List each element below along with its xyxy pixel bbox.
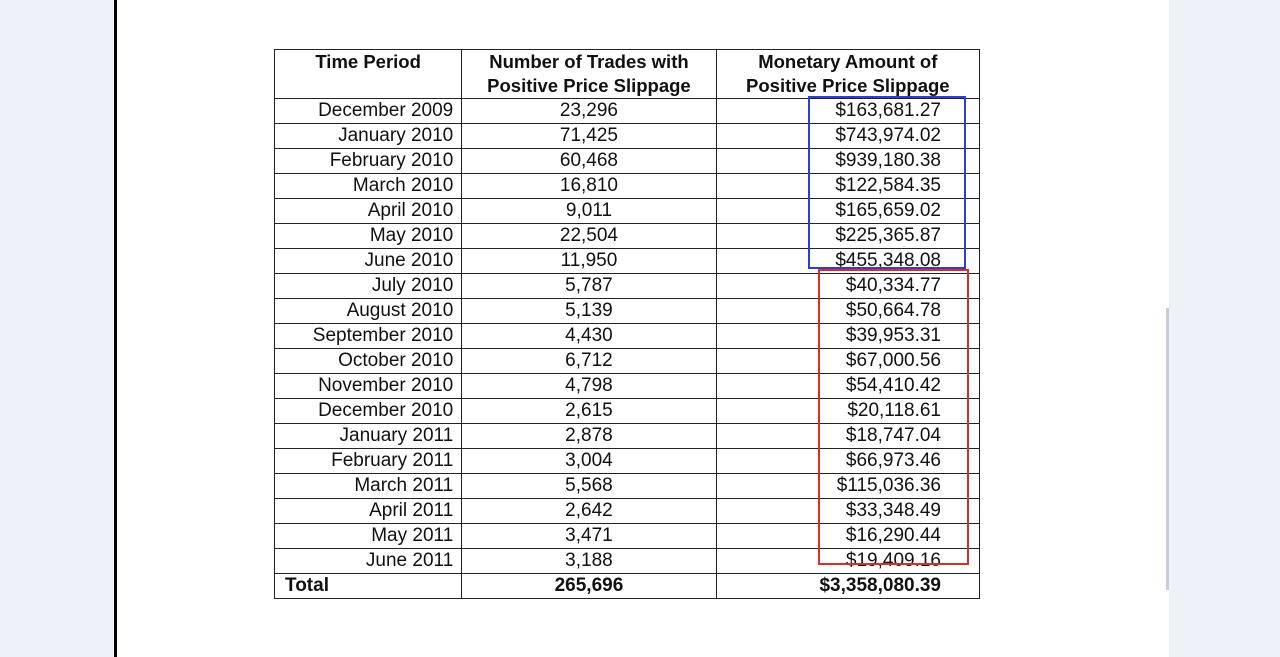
cell-trade-count: 3,004	[462, 449, 716, 474]
cell-monetary-amount: $939,180.38	[716, 149, 979, 174]
table-row	[275, 149, 980, 174]
cell-monetary-amount: $39,953.31	[716, 324, 979, 349]
table-body	[275, 99, 980, 574]
cell-trade-count: 23,296	[462, 99, 716, 124]
table-row	[275, 474, 980, 499]
cell-trade-count: 6,712	[462, 349, 716, 374]
cell-time-period: March 2010	[275, 174, 462, 199]
cell-time-period: November 2010	[275, 374, 462, 399]
table-row	[275, 449, 980, 474]
cell-time-period: April 2010	[275, 199, 462, 224]
cell-monetary-amount: $50,664.78	[716, 299, 979, 324]
cell-monetary-amount: $743,974.02	[716, 124, 979, 149]
cell-monetary-amount: $67,000.56	[716, 349, 979, 374]
table-row	[275, 224, 980, 249]
table-header-row	[275, 50, 980, 99]
table-row	[275, 324, 980, 349]
cell-monetary-amount: $18,747.04	[716, 424, 979, 449]
cell-time-period: February 2011	[275, 449, 462, 474]
cell-time-period: December 2009	[275, 99, 462, 124]
header-number-of-trades: Number of Trades with Positive Price Slippage	[462, 50, 716, 99]
cell-monetary-amount: $122,584.35	[716, 174, 979, 199]
cell-time-period: January 2010	[275, 124, 462, 149]
cell-time-period: January 2011	[275, 424, 462, 449]
cell-time-period: October 2010	[275, 349, 462, 374]
cell-trade-count: 16,810	[462, 174, 716, 199]
cell-monetary-amount: $54,410.42	[716, 374, 979, 399]
table-row	[275, 299, 980, 324]
cell-time-period: February 2010	[275, 149, 462, 174]
slippage-table	[274, 49, 980, 599]
total-amount: $3,358,080.39	[716, 574, 979, 599]
scrollbar-track[interactable]	[1166, 308, 1169, 590]
table-row	[275, 499, 980, 524]
table-row	[275, 174, 980, 199]
cell-trade-count: 4,430	[462, 324, 716, 349]
cell-trade-count: 11,950	[462, 249, 716, 274]
cell-time-period: June 2011	[275, 549, 462, 574]
header-time-period: Time Period	[275, 50, 462, 99]
cell-time-period: March 2011	[275, 474, 462, 499]
table-row	[275, 249, 980, 274]
cell-time-period: July 2010	[275, 274, 462, 299]
cell-time-period: August 2010	[275, 299, 462, 324]
cell-monetary-amount: $66,973.46	[716, 449, 979, 474]
cell-monetary-amount: $163,681.27	[716, 99, 979, 124]
header-monetary-amount: Monetary Amount of Positive Price Slippage	[716, 50, 979, 99]
cell-trade-count: 60,468	[462, 149, 716, 174]
cell-time-period: September 2010	[275, 324, 462, 349]
table-row	[275, 199, 980, 224]
cell-monetary-amount: $225,365.87	[716, 224, 979, 249]
cell-monetary-amount: $19,409.16	[716, 549, 979, 574]
table-row	[275, 399, 980, 424]
total-trades: 265,696	[462, 574, 716, 599]
table-row	[275, 99, 980, 124]
cell-time-period: April 2011	[275, 499, 462, 524]
cell-monetary-amount: $33,348.49	[716, 499, 979, 524]
cell-trade-count: 2,615	[462, 399, 716, 424]
table-row	[275, 374, 980, 399]
table-row	[275, 274, 980, 299]
cell-monetary-amount: $16,290.44	[716, 524, 979, 549]
cell-time-period: June 2010	[275, 249, 462, 274]
cell-trade-count: 5,787	[462, 274, 716, 299]
cell-trade-count: 71,425	[462, 124, 716, 149]
cell-time-period: May 2010	[275, 224, 462, 249]
cell-trade-count: 3,188	[462, 549, 716, 574]
cell-trade-count: 4,798	[462, 374, 716, 399]
total-label: Total	[275, 574, 462, 599]
cell-trade-count: 2,878	[462, 424, 716, 449]
cell-trade-count: 5,568	[462, 474, 716, 499]
cell-monetary-amount: $20,118.61	[716, 399, 979, 424]
cell-trade-count: 3,471	[462, 524, 716, 549]
cell-monetary-amount: $455,348.08	[716, 249, 979, 274]
cell-trade-count: 5,139	[462, 299, 716, 324]
cell-trade-count: 2,642	[462, 499, 716, 524]
cell-time-period: December 2010	[275, 399, 462, 424]
cell-trade-count: 9,011	[462, 199, 716, 224]
table-row	[275, 424, 980, 449]
table-row	[275, 524, 980, 549]
cell-monetary-amount: $115,036.36	[716, 474, 979, 499]
cell-monetary-amount: $165,659.02	[716, 199, 979, 224]
table-row	[275, 549, 980, 574]
table-row	[275, 124, 980, 149]
table-row	[275, 349, 980, 374]
cell-monetary-amount: $40,334.77	[716, 274, 979, 299]
cell-trade-count: 22,504	[462, 224, 716, 249]
table-total-row	[275, 574, 980, 599]
cell-time-period: May 2011	[275, 524, 462, 549]
